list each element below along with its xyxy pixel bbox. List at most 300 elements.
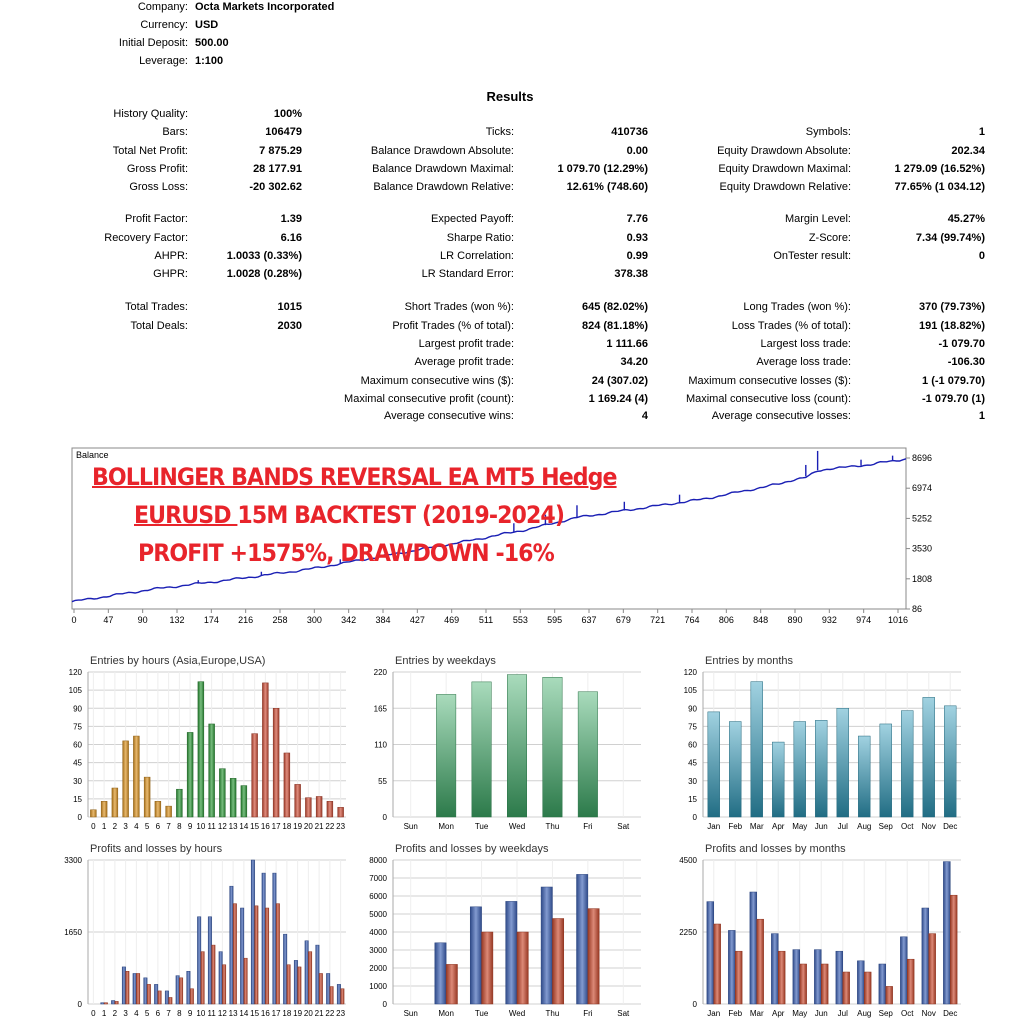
- x-tick-label: 10: [196, 822, 206, 831]
- balance-x-tick-label: 848: [753, 615, 769, 625]
- stat-label: Profit Trades (% of total):: [392, 320, 514, 332]
- loss-bar-feb: [735, 951, 742, 1004]
- y-tick-label: 4000: [369, 928, 387, 937]
- header-label: Company:: [137, 1, 188, 13]
- bar-1: [101, 801, 107, 817]
- stat-value: 106479: [265, 126, 302, 138]
- y-tick-label: 120: [683, 668, 697, 677]
- stat-label: Total Deals:: [130, 320, 188, 332]
- profit-bar-feb: [728, 930, 735, 1004]
- header-value: Octa Markets Incorporated: [195, 1, 335, 13]
- bar-7: [166, 806, 172, 817]
- x-tick-label: 15: [250, 1009, 260, 1018]
- balance-x-tick-label: 300: [306, 615, 322, 625]
- header-value: 1:100: [195, 55, 224, 67]
- balance-y-tick-label: 6974: [912, 483, 933, 494]
- stat-label: LR Standard Error:: [421, 268, 514, 280]
- profit-bar-13: [230, 886, 233, 1004]
- profit-bar-sep: [879, 964, 886, 1004]
- y-tick-label: 105: [683, 686, 697, 696]
- bar-0: [90, 810, 96, 817]
- profit-bar-jan: [707, 902, 714, 1004]
- profit-bar-12: [219, 952, 222, 1004]
- balance-x-tick-label: 721: [650, 615, 666, 625]
- bar-16: [262, 683, 268, 817]
- profit-bar-8: [176, 976, 179, 1004]
- stat-label: Expected Payoff:: [431, 213, 514, 225]
- x-tick-label: Feb: [728, 822, 743, 831]
- profit-bar-22: [326, 973, 329, 1004]
- bar-oct: [901, 711, 913, 817]
- balance-x-tick-label: 595: [547, 615, 563, 625]
- y-tick-label: 1650: [64, 928, 82, 937]
- stat-label: Maximal consecutive profit (count):: [344, 393, 514, 405]
- x-tick-label: 7: [166, 1009, 171, 1018]
- bar-2: [112, 788, 118, 817]
- stat-label: Average consecutive wins:: [383, 410, 514, 422]
- x-tick-label: 18: [282, 1009, 292, 1018]
- stat-value: 1.0028 (0.28%): [226, 268, 302, 280]
- stat-value: 77.65% (1 034.12): [894, 181, 985, 193]
- loss-bar-15: [255, 906, 258, 1004]
- x-tick-label: Nov: [921, 822, 936, 831]
- profits-losses-by-months-chart: [675, 840, 975, 1025]
- stat-label: Gross Profit:: [126, 163, 188, 175]
- x-tick-label: Wed: [508, 1009, 526, 1018]
- stat-value: 1 (-1 079.70): [922, 375, 985, 387]
- x-tick-label: Feb: [728, 1009, 743, 1018]
- y-tick-label: 0: [382, 1000, 387, 1009]
- x-tick-label: 22: [325, 1009, 335, 1018]
- loss-bar-oct: [907, 959, 914, 1004]
- bar-23: [338, 807, 344, 817]
- x-tick-label: 1: [101, 1009, 107, 1018]
- loss-bar-mar: [757, 919, 764, 1004]
- stat-value: 370 (79.73%): [918, 301, 985, 313]
- overlay-line-2: EURUSD 15M BACKTEST (2019-2024): [134, 501, 565, 529]
- loss-bar-22: [330, 987, 333, 1004]
- profit-bar-14: [240, 908, 243, 1004]
- x-tick-label: 22: [325, 822, 335, 831]
- x-tick-label: 0: [91, 1009, 96, 1018]
- header-value: 500.00: [195, 37, 229, 49]
- balance-x-tick-label: 216: [238, 615, 254, 625]
- y-tick-label: 3300: [64, 856, 82, 865]
- stat-value: -20 302.62: [249, 181, 302, 193]
- y-tick-label: 45: [688, 758, 697, 768]
- balance-x-tick-label: 974: [856, 615, 872, 625]
- profit-bar-18: [283, 934, 286, 1004]
- profit-bar-fri: [577, 874, 588, 1004]
- stat-value: 0: [978, 250, 985, 262]
- x-tick-label: Fri: [583, 822, 593, 831]
- stat-label: Bars:: [162, 126, 188, 138]
- balance-y-tick-label: 5252: [912, 513, 933, 524]
- loss-bar-8: [179, 978, 182, 1004]
- x-tick-label: 9: [187, 822, 193, 831]
- stat-value: -106.30: [947, 356, 985, 368]
- profits-losses-by-weekdays-chart: [365, 840, 655, 1025]
- stat-label: Z-Score:: [808, 232, 851, 244]
- bar-4: [133, 736, 139, 817]
- stat-label: Loss Trades (% of total):: [731, 320, 851, 332]
- stat-label: Balance Drawdown Relative:: [373, 181, 514, 193]
- profit-bar-dec: [943, 862, 950, 1004]
- profit-bar-10: [197, 917, 200, 1004]
- profit-bar-1: [101, 1003, 104, 1004]
- bar-aug: [858, 736, 870, 817]
- stat-label: GHPR:: [153, 268, 188, 280]
- bar-6: [155, 801, 161, 817]
- stat-value: 0.99: [626, 250, 648, 262]
- x-tick-label: 19: [293, 822, 303, 831]
- loss-bar-12: [222, 965, 225, 1004]
- stat-label: Short Trades (won %):: [404, 301, 514, 313]
- header-label: Initial Deposit:: [118, 37, 188, 49]
- stat-value: 7.34 (99.74%): [915, 232, 985, 244]
- profit-bar-15: [251, 860, 254, 1004]
- stat-label: Gross Loss:: [129, 181, 188, 193]
- x-tick-label: Mar: [749, 1009, 764, 1018]
- balance-x-tick-label: 1016: [887, 615, 909, 625]
- y-tick-label: 0: [382, 813, 387, 822]
- x-tick-label: Sun: [403, 822, 418, 831]
- x-tick-label: 16: [260, 1009, 270, 1018]
- header-label: Currency:: [140, 19, 188, 31]
- y-tick-label: 220: [373, 668, 387, 677]
- bar-fri: [578, 692, 597, 817]
- bar-jun: [815, 720, 827, 817]
- bar-18: [284, 753, 290, 817]
- x-tick-label: 23: [336, 822, 346, 831]
- bar-11: [209, 724, 215, 817]
- chart-title: Entries by weekdays: [395, 655, 496, 667]
- stat-label: Total Net Profit:: [112, 145, 188, 157]
- balance-x-tick-label: 890: [787, 615, 803, 625]
- profit-bar-jun: [814, 950, 821, 1004]
- stat-value: -1 079.70 (1): [922, 393, 985, 405]
- x-tick-label: 17: [271, 1009, 281, 1018]
- chart-title: Entries by months: [705, 655, 794, 667]
- profit-bar-2: [111, 1001, 114, 1004]
- overlay-line-1: BOLLINGER BANDS REVERSAL EA MT5 Hedge: [92, 463, 617, 491]
- stat-label: Balance Drawdown Maximal:: [372, 163, 514, 175]
- x-tick-label: 15: [250, 822, 260, 831]
- stat-label: Maximum consecutive wins ($):: [360, 375, 514, 387]
- profit-bar-17: [273, 873, 276, 1004]
- y-tick-label: 8000: [369, 856, 387, 865]
- y-tick-label: 30: [73, 776, 82, 786]
- chart-title: Profits and losses by hours: [90, 843, 223, 855]
- x-tick-label: Thu: [545, 822, 560, 831]
- stat-value: 1015: [277, 301, 302, 313]
- stat-label: History Quality:: [113, 108, 188, 120]
- y-tick-label: 0: [692, 1000, 697, 1009]
- y-tick-label: 165: [373, 704, 387, 714]
- profit-bar-tue: [470, 907, 481, 1004]
- header-value: USD: [195, 19, 219, 31]
- loss-bar-3: [126, 971, 129, 1004]
- balance-x-tick-label: 0: [71, 615, 77, 625]
- x-tick-label: 9: [187, 1009, 193, 1018]
- balance-x-tick-label: 932: [821, 615, 837, 625]
- bar-17: [273, 708, 279, 817]
- profit-bar-mon: [435, 943, 446, 1004]
- x-tick-label: Tue: [474, 822, 489, 831]
- loss-bar-fri: [588, 909, 599, 1004]
- x-tick-label: May: [792, 1009, 808, 1018]
- x-tick-label: 13: [228, 1009, 238, 1018]
- x-tick-label: 2: [112, 822, 118, 831]
- stat-value: 7 875.29: [259, 145, 302, 157]
- balance-chart-title: Balance: [76, 450, 109, 460]
- y-tick-label: 4500: [679, 856, 697, 865]
- profit-bar-oct: [900, 937, 907, 1004]
- bar-21: [316, 796, 322, 817]
- y-tick-label: 90: [688, 704, 697, 714]
- x-tick-label: 3: [123, 822, 128, 831]
- stat-value: 6.16: [280, 232, 302, 244]
- balance-x-tick-label: 132: [169, 615, 185, 625]
- stat-value: 1.39: [280, 213, 302, 225]
- loss-bar-4: [136, 973, 139, 1004]
- loss-bar-jun: [821, 964, 828, 1004]
- x-tick-label: Dec: [943, 822, 958, 831]
- balance-x-tick-label: 90: [137, 615, 148, 625]
- bar-15: [252, 734, 258, 817]
- balance-x-tick-label: 553: [512, 615, 528, 625]
- bar-5: [144, 777, 150, 817]
- chart-title: Profits and losses by weekdays: [395, 843, 549, 855]
- y-tick-label: 6000: [369, 892, 387, 901]
- y-tick-label: 15: [73, 794, 82, 804]
- x-tick-label: 4: [134, 1009, 139, 1018]
- x-tick-label: 8: [177, 1009, 182, 1018]
- x-tick-label: Jan: [707, 1009, 721, 1018]
- x-tick-label: 13: [228, 822, 238, 831]
- y-tick-label: 0: [692, 813, 697, 822]
- bar-13: [230, 778, 236, 817]
- stat-value: 1 111.66: [606, 338, 648, 350]
- x-tick-label: Jun: [814, 822, 828, 831]
- chart-title: Profits and losses by months: [705, 843, 846, 855]
- stat-value: 378.38: [614, 268, 648, 280]
- loss-bar-1: [104, 1003, 107, 1004]
- profit-bar-mar: [750, 892, 757, 1004]
- y-tick-label: 0: [77, 813, 82, 822]
- loss-bar-20: [308, 952, 311, 1004]
- x-tick-label: 14: [239, 822, 249, 831]
- loss-bar-19: [298, 967, 301, 1004]
- y-tick-label: 30: [688, 776, 697, 786]
- stat-value: -1 079.70: [938, 338, 985, 350]
- balance-y-tick-label: 1808: [912, 573, 933, 584]
- x-tick-label: 4: [134, 822, 139, 831]
- stat-value: 410736: [611, 126, 648, 138]
- x-tick-label: 16: [260, 822, 270, 831]
- stat-value: 1: [978, 126, 985, 138]
- x-tick-label: Dec: [943, 1009, 958, 1018]
- x-tick-label: 7: [166, 822, 171, 831]
- loss-bar-jan: [714, 924, 721, 1004]
- y-tick-label: 60: [688, 740, 697, 750]
- x-tick-label: Sun: [403, 1009, 418, 1018]
- bar-12: [219, 769, 225, 817]
- x-tick-label: Jun: [814, 1009, 828, 1018]
- balance-x-tick-label: 427: [409, 615, 425, 625]
- y-tick-label: 15: [688, 794, 697, 804]
- loss-bar-21: [319, 973, 322, 1004]
- x-tick-label: 19: [293, 1009, 303, 1018]
- stat-label: Long Trades (won %):: [743, 301, 851, 313]
- bar-nov: [923, 697, 935, 817]
- y-tick-label: 3000: [369, 946, 387, 955]
- x-tick-label: Apr: [772, 1009, 785, 1018]
- loss-bar-23: [341, 989, 344, 1004]
- balance-x-tick-label: 469: [444, 615, 460, 625]
- loss-bar-may: [800, 964, 807, 1004]
- profit-bar-19: [294, 960, 297, 1004]
- x-tick-label: Mon: [438, 1009, 454, 1018]
- balance-y-tick-label: 3530: [912, 543, 933, 554]
- y-tick-label: 90: [73, 704, 82, 714]
- bar-sep: [880, 724, 892, 817]
- profit-bar-21: [316, 945, 319, 1004]
- loss-bar-wed: [517, 932, 528, 1004]
- stat-value: 202.34: [951, 145, 985, 157]
- x-tick-label: Aug: [857, 1009, 872, 1018]
- y-tick-label: 2250: [679, 928, 697, 937]
- entries-by-hours-chart: [60, 652, 360, 832]
- x-tick-label: 3: [123, 1009, 128, 1018]
- stat-value: 1 169.24 (4): [588, 393, 648, 405]
- x-tick-label: 6: [155, 822, 161, 831]
- x-tick-label: Wed: [508, 822, 526, 831]
- loss-bar-10: [201, 952, 204, 1004]
- x-tick-label: Oct: [901, 1009, 914, 1018]
- x-tick-label: Sat: [617, 1009, 630, 1018]
- x-tick-label: 12: [217, 822, 227, 831]
- y-tick-label: 60: [73, 740, 82, 750]
- x-tick-label: 2: [112, 1009, 118, 1018]
- stat-value: 45.27%: [947, 213, 985, 225]
- bar-apr: [772, 742, 784, 817]
- stat-label: Total Trades:: [125, 301, 188, 313]
- y-tick-label: 55: [378, 776, 387, 786]
- profit-bar-apr: [771, 934, 778, 1004]
- balance-x-tick-label: 342: [341, 615, 357, 625]
- stat-label: Average loss trade:: [756, 356, 851, 368]
- bar-9: [187, 732, 193, 817]
- x-tick-label: Nov: [921, 1009, 936, 1018]
- stat-label: Ticks:: [485, 126, 514, 138]
- profits-losses-by-hours-chart: [60, 840, 360, 1025]
- stat-value: 2030: [277, 320, 302, 332]
- x-tick-label: Aug: [857, 822, 872, 831]
- x-tick-label: Mar: [749, 822, 764, 831]
- x-tick-label: Sep: [878, 822, 893, 831]
- stat-label: Equity Drawdown Relative:: [719, 181, 851, 193]
- stat-value: 4: [641, 410, 648, 422]
- x-tick-label: 8: [177, 822, 182, 831]
- stat-label: Symbols:: [805, 126, 851, 138]
- x-tick-label: Jan: [707, 822, 721, 831]
- stat-label: Average profit trade:: [414, 356, 514, 368]
- bar-10: [198, 682, 204, 817]
- bar-jul: [837, 708, 849, 817]
- loss-bar-5: [147, 984, 150, 1004]
- stat-label: Sharpe Ratio:: [446, 232, 514, 244]
- x-tick-label: Jul: [837, 1009, 848, 1018]
- x-tick-label: 12: [217, 1009, 227, 1018]
- y-tick-label: 75: [688, 722, 697, 732]
- loss-bar-thu: [552, 919, 563, 1005]
- stat-label: Balance Drawdown Absolute:: [370, 145, 514, 157]
- stat-value: 191 (18.82%): [918, 320, 985, 332]
- x-tick-label: 11: [207, 1009, 216, 1018]
- stat-value: 824 (81.18%): [581, 320, 648, 332]
- profit-bar-11: [208, 917, 211, 1004]
- stat-value: 0.93: [626, 232, 648, 244]
- stat-value: 1: [978, 410, 985, 422]
- y-tick-label: 2000: [369, 964, 387, 973]
- balance-x-tick-label: 806: [718, 615, 734, 625]
- stat-label: Equity Drawdown Absolute:: [717, 145, 851, 157]
- stat-value: 28 177.91: [253, 163, 302, 175]
- loss-bar-jul: [843, 972, 850, 1004]
- balance-x-tick-label: 637: [581, 615, 597, 625]
- bar-19: [295, 784, 301, 817]
- x-tick-label: Mon: [438, 822, 454, 831]
- profit-bar-9: [187, 971, 190, 1004]
- stat-value: 12.61% (748.60): [566, 181, 648, 193]
- header-label: Leverage:: [139, 55, 188, 67]
- profit-bar-may: [793, 950, 800, 1004]
- x-tick-label: Sep: [878, 1009, 893, 1018]
- profit-bar-5: [144, 978, 147, 1004]
- profit-bar-thu: [541, 887, 552, 1004]
- entries-by-weekdays-chart: [365, 652, 655, 832]
- overlay-line-3: PROFIT +1575%, DRAWDOWN -16%: [138, 539, 554, 567]
- balance-x-tick-label: 511: [478, 615, 494, 625]
- stat-value: 645 (82.02%): [581, 301, 648, 313]
- bar-feb: [729, 722, 741, 817]
- x-tick-label: 18: [282, 822, 292, 831]
- loss-bar-17: [276, 904, 279, 1004]
- y-tick-label: 120: [68, 668, 82, 677]
- y-tick-label: 105: [68, 686, 82, 696]
- stat-value: 24 (307.02): [591, 375, 648, 387]
- x-tick-label: Oct: [901, 822, 914, 831]
- stat-value: 1 279.09 (16.52%): [894, 163, 985, 175]
- bar-tue: [472, 682, 491, 817]
- loss-bar-sep: [886, 986, 893, 1004]
- stat-value: 100%: [273, 108, 302, 120]
- balance-x-tick-label: 174: [203, 615, 219, 625]
- entries-by-months-chart: [675, 652, 975, 832]
- stat-label: AHPR:: [154, 250, 188, 262]
- bar-jan: [708, 712, 720, 817]
- profit-bar-nov: [922, 908, 929, 1004]
- loss-bar-18: [287, 965, 290, 1004]
- x-tick-label: Sat: [617, 822, 630, 831]
- bar-14: [241, 786, 247, 817]
- profit-bar-4: [133, 973, 136, 1004]
- x-tick-label: 23: [336, 1009, 346, 1018]
- balance-x-tick-label: 47: [103, 615, 114, 625]
- x-tick-label: 20: [303, 1009, 313, 1018]
- x-tick-label: 1: [101, 822, 107, 831]
